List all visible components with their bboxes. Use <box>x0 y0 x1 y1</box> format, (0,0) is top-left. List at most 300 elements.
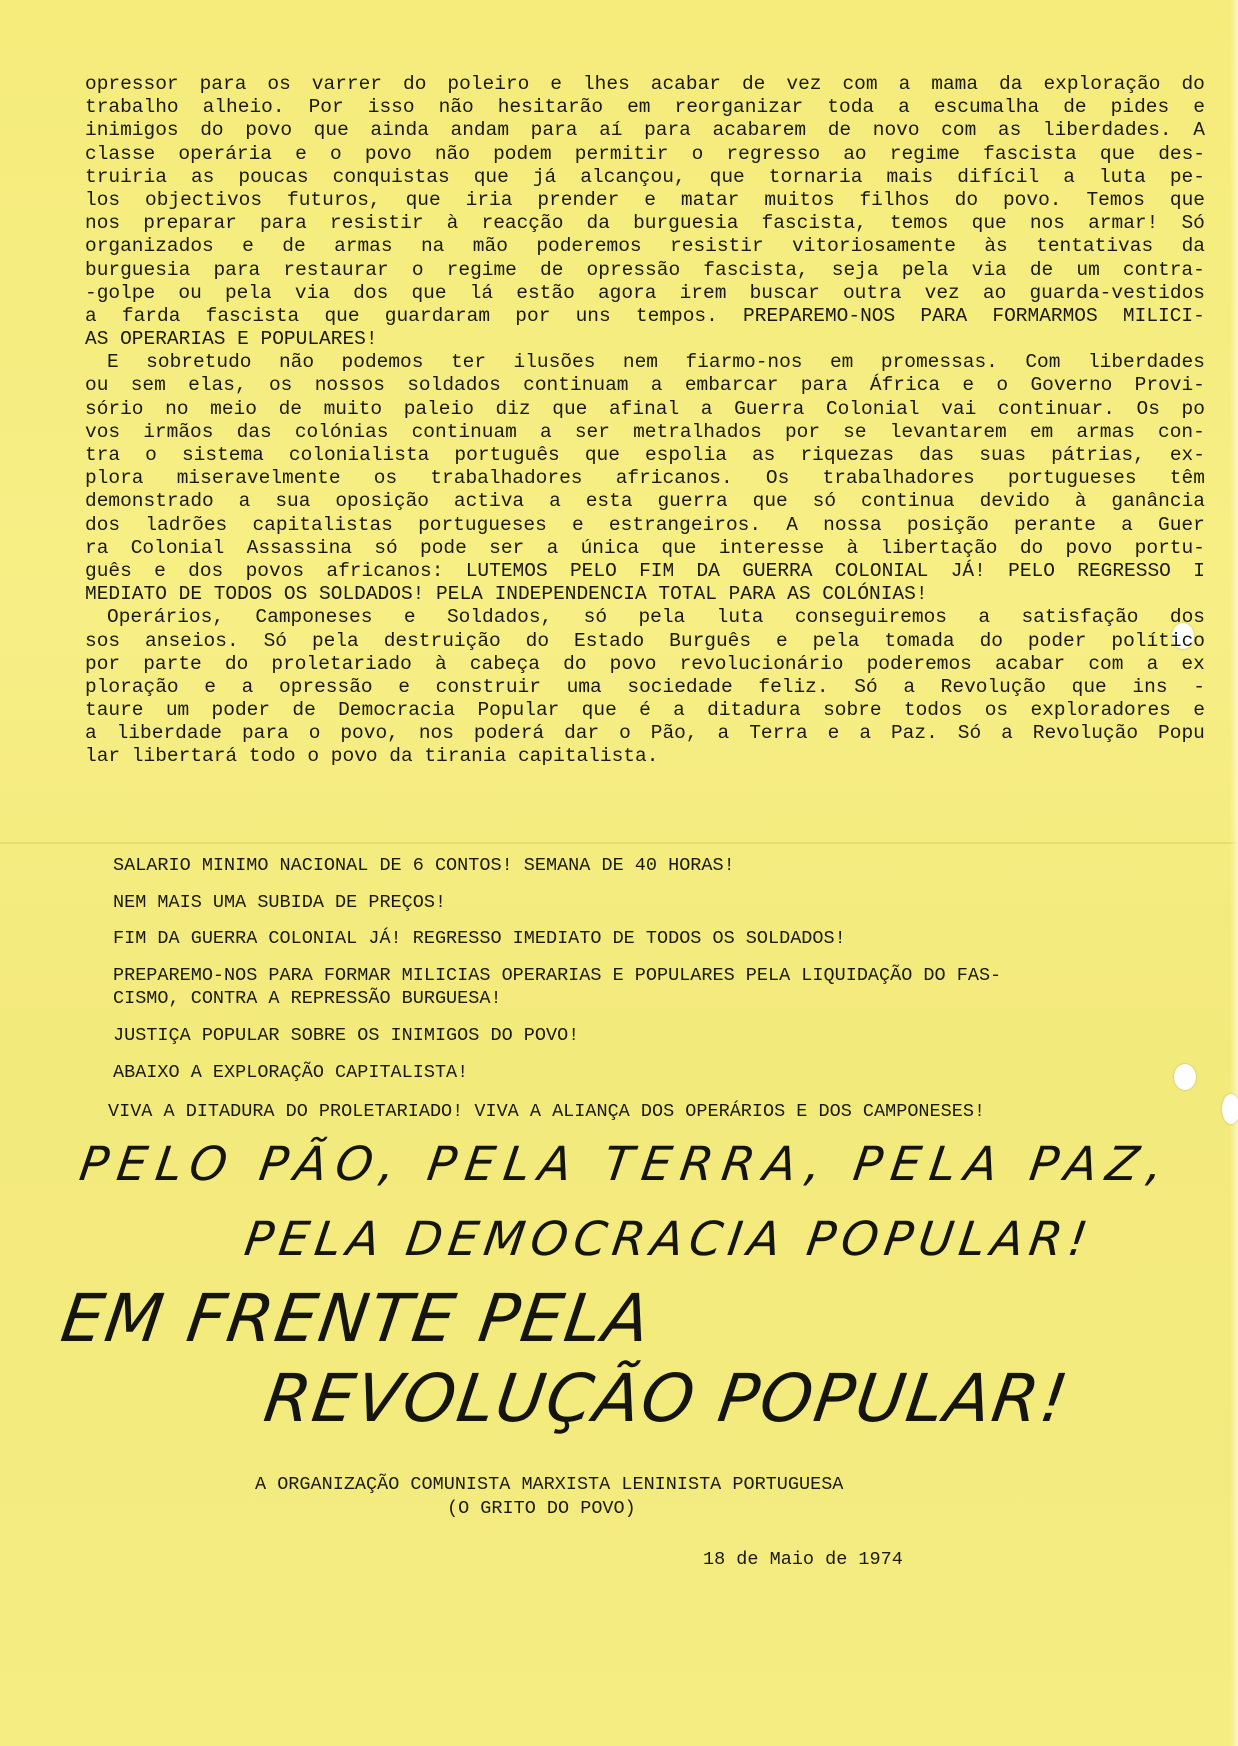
word: sua <box>275 490 311 513</box>
text-line <box>85 699 1205 722</box>
word: para <box>530 119 578 142</box>
word: agora <box>597 281 657 304</box>
word: reacção <box>481 212 564 235</box>
text-line <box>85 143 1205 166</box>
paper-edge <box>1230 0 1238 1746</box>
word: COLONIAL <box>834 559 929 582</box>
word: o <box>330 142 342 165</box>
word: a <box>241 675 254 698</box>
word: portu- <box>1134 536 1205 559</box>
word: já <box>532 165 557 188</box>
word: africanos: <box>326 559 444 582</box>
word: demonstrado <box>85 490 214 513</box>
word: Democracia <box>338 699 456 722</box>
slogan: ABAIXO A EXPLORAÇÃO CAPITALISTA! <box>113 1062 469 1083</box>
word: guardaram <box>384 304 491 327</box>
word: vez <box>786 73 822 95</box>
text-line <box>85 259 1205 282</box>
word: pela <box>224 281 272 304</box>
word: da <box>586 212 610 235</box>
word: des- <box>1158 142 1205 165</box>
word: continuam <box>523 374 629 397</box>
word: feliz. <box>758 675 829 698</box>
word: Guer <box>1158 513 1205 536</box>
word: que <box>473 165 509 188</box>
word: Os <box>765 467 790 490</box>
word: parte <box>143 652 202 675</box>
word: fiarmo-nos <box>685 351 803 374</box>
word: acabar <box>650 73 721 95</box>
text-line <box>85 676 1205 699</box>
word: opressão <box>586 258 681 281</box>
word: que <box>405 188 441 211</box>
word: da <box>999 73 1023 95</box>
word: que <box>324 304 360 327</box>
word: não <box>438 96 474 119</box>
word: Colonial <box>825 397 920 420</box>
text-line <box>85 96 1205 119</box>
word: resistir <box>670 235 764 258</box>
text-line <box>85 282 1205 305</box>
word: buscar <box>749 281 820 304</box>
word: tempos. <box>635 304 718 327</box>
word: ra <box>85 536 109 559</box>
text-line <box>85 189 1205 212</box>
word: elas, <box>188 374 247 397</box>
word: Terra <box>749 722 808 745</box>
text-line <box>85 119 1205 142</box>
word: continuar. <box>997 397 1115 420</box>
word: Pão, <box>650 722 698 745</box>
word: ou <box>178 281 202 304</box>
word: à <box>446 212 459 235</box>
word: do <box>525 629 550 652</box>
word: a <box>540 420 552 443</box>
word: povo <box>245 119 293 142</box>
word: PARA <box>920 304 968 327</box>
text-line <box>85 537 1205 560</box>
word: do <box>954 188 979 211</box>
word: a <box>898 96 910 119</box>
word: para <box>241 722 289 745</box>
word: um <box>165 699 190 722</box>
text-line <box>85 212 1205 235</box>
word: por <box>784 420 821 443</box>
text-line <box>85 398 1205 421</box>
word: conquistas <box>332 165 450 188</box>
word: temos <box>889 212 949 235</box>
word: oposição <box>335 490 429 513</box>
document-date: 18 de Maio de 1974 <box>703 1549 903 1570</box>
headline-line-3: EM FRENTE PELA <box>56 1280 657 1357</box>
word: opressão <box>279 675 373 698</box>
word: futuros, <box>287 188 381 211</box>
word: povos <box>245 559 305 582</box>
word: varrer <box>311 73 383 95</box>
word: do <box>563 652 587 675</box>
word: que <box>313 119 349 142</box>
word: e <box>398 675 410 698</box>
word: e <box>295 142 307 165</box>
word: o <box>619 722 631 745</box>
headline-line-2: PELA DEMOCRACIA POPULAR! <box>241 1212 1097 1267</box>
word: de <box>278 397 302 420</box>
word: fascista <box>983 142 1077 165</box>
text-line <box>85 630 1205 653</box>
word: em <box>627 96 651 119</box>
word: o <box>145 444 157 466</box>
word: Temos <box>1086 188 1145 211</box>
word: pátrias, <box>1051 444 1145 466</box>
word: estão <box>516 281 575 304</box>
word: REGRESSO <box>1077 559 1171 582</box>
word: ilusões <box>513 351 596 374</box>
word: restaurar <box>283 258 389 281</box>
slogan: FIM DA GUERRA COLONIAL JÁ! REGRESSO IMEDIATO DE TODOS OS SOLDADOS! <box>113 928 846 949</box>
word: Colonial <box>130 536 225 559</box>
word: Burguês <box>669 629 752 652</box>
word: irem <box>679 281 727 304</box>
word: interesse <box>718 536 825 559</box>
word: a <box>903 675 916 698</box>
word: e <box>154 559 166 582</box>
word: GUERRA <box>742 559 813 582</box>
word: fascista <box>205 304 300 327</box>
word: proletariado <box>271 652 412 675</box>
word: I <box>1193 559 1205 582</box>
word: do <box>979 629 1003 652</box>
word: mama <box>931 73 979 95</box>
word: po <box>1181 397 1205 420</box>
word: exploradores <box>1030 699 1171 722</box>
word: pe- <box>1169 165 1205 188</box>
word: regime <box>446 258 517 281</box>
word: exploração <box>1043 73 1161 95</box>
text-line <box>85 490 1205 513</box>
word: armas <box>334 235 393 258</box>
word: embarcar <box>684 374 779 397</box>
word: que <box>971 212 1007 235</box>
word: a <box>1121 513 1133 536</box>
word: nos <box>85 212 121 235</box>
word: poder <box>1027 629 1087 652</box>
word: povo <box>1065 536 1113 559</box>
word: os <box>267 73 291 95</box>
word: inimigos <box>85 119 179 142</box>
word: operária <box>178 142 272 165</box>
word: dos <box>85 513 121 536</box>
word: ser <box>489 536 525 559</box>
word: com <box>842 73 878 95</box>
text-line <box>85 722 1205 745</box>
word: - <box>1193 675 1205 698</box>
word: cabeça <box>469 652 541 675</box>
word: povo. <box>1002 188 1062 211</box>
word: povo, <box>340 722 399 745</box>
word: escumalha <box>933 96 1040 119</box>
word: mão <box>472 235 508 258</box>
slogan: SALARIO MINIMO NACIONAL DE 6 CONTOS! SEMANA DE 40 HORAS! <box>113 855 735 876</box>
word: Com <box>1025 351 1061 374</box>
word: pides <box>1110 96 1170 119</box>
body-paragraphs <box>85 73 1205 769</box>
word: armar! <box>1088 212 1159 235</box>
word: Os <box>1136 397 1160 420</box>
word: Por <box>308 96 344 119</box>
word: a <box>1001 722 1013 745</box>
word: colonialista <box>288 444 430 466</box>
word: vez <box>924 281 960 304</box>
word: continua <box>861 490 955 513</box>
punch-hole <box>1222 1094 1238 1124</box>
slogan: PREPAREMO-NOS PARA FORMAR MILICIAS OPERARIAS E POPULARES PELA LIQUIDAÇÃO DO FAS- <box>113 965 1002 986</box>
word: para <box>259 212 307 235</box>
word: os <box>984 699 1009 722</box>
word: Popular <box>477 699 560 722</box>
word: em <box>1029 420 1054 443</box>
slogan: JUSTIÇA POPULAR SOBRE OS INIMIGOS DO POVO! <box>113 1025 580 1046</box>
word: aí <box>599 119 623 142</box>
word: trabalho <box>85 96 179 119</box>
word: ladrões <box>145 513 228 536</box>
word: podemos <box>341 351 424 374</box>
word: anseios. <box>145 629 239 652</box>
word: via <box>971 258 1007 281</box>
text-line <box>85 305 1205 328</box>
word: dos <box>353 281 389 304</box>
word: de <box>1029 258 1054 281</box>
word: que <box>1169 188 1205 211</box>
word: JÁ! <box>950 559 986 582</box>
text-line <box>85 444 1205 467</box>
word: se <box>843 420 867 443</box>
word: portugueses <box>1007 467 1137 490</box>
word: trabalhadores <box>822 467 975 490</box>
word: filhos <box>859 188 930 211</box>
word: vai <box>941 397 977 420</box>
word: muitos <box>764 188 835 211</box>
word: iria <box>465 188 513 211</box>
word: nos <box>1029 212 1065 235</box>
word: nossos <box>314 374 385 397</box>
word: sociedade <box>627 675 733 698</box>
word: diz <box>495 397 531 420</box>
word: podem <box>493 142 552 165</box>
word: fascista, <box>703 258 809 281</box>
word: e <box>1193 96 1205 119</box>
word: de <box>292 699 316 722</box>
word: guarda-vestidos <box>1029 281 1205 304</box>
word: contra- <box>1122 258 1205 281</box>
word: poder <box>211 699 271 722</box>
word: para <box>644 119 691 142</box>
word: nem <box>622 351 659 374</box>
word: com <box>941 119 977 142</box>
word: poucas <box>238 165 309 188</box>
word: farda <box>121 304 181 327</box>
word: do <box>224 652 249 675</box>
word: sos <box>85 629 121 652</box>
word: organizados <box>85 235 214 258</box>
word: Camponeses <box>255 606 373 629</box>
word: vos <box>85 420 121 443</box>
text-line <box>85 653 1205 676</box>
word: Popu <box>1158 722 1205 745</box>
text-line <box>85 73 1205 96</box>
word: nos <box>418 722 454 745</box>
word: PELO <box>569 559 617 582</box>
word: reorganizar <box>674 96 804 119</box>
word: que <box>411 281 447 304</box>
word: fascista, <box>761 212 867 235</box>
word: só <box>812 490 837 513</box>
word: dos <box>188 559 224 582</box>
word: dos <box>1169 606 1205 629</box>
word: ou <box>85 374 109 397</box>
word: a <box>238 490 251 513</box>
word: esta <box>585 490 633 513</box>
word: destruição <box>383 629 501 652</box>
word: via <box>294 281 331 304</box>
word: PELO <box>1008 559 1055 582</box>
word: que <box>709 165 745 188</box>
word: a <box>717 722 730 745</box>
word: acabar <box>995 652 1066 675</box>
word: guês <box>85 559 132 582</box>
word: que <box>584 444 620 466</box>
word: preparar <box>143 212 237 235</box>
word: Estado <box>574 629 645 652</box>
word: alheio. <box>202 96 285 119</box>
word: uma <box>566 675 602 698</box>
word: MILICI- <box>1122 304 1205 327</box>
word: a <box>1146 652 1159 675</box>
word: por <box>85 652 121 675</box>
word: -golpe <box>85 281 156 304</box>
word: acabarem <box>712 119 807 142</box>
word: do <box>403 73 427 95</box>
word: armas <box>1076 420 1135 443</box>
word: de <box>741 73 766 95</box>
word: na <box>420 235 445 258</box>
word: e <box>776 629 788 652</box>
word: a <box>85 304 97 327</box>
word: los <box>85 188 121 211</box>
word: FORMARMOS <box>992 304 1098 327</box>
text-line: MEDIATO DE TODOS OS SOLDADOS! PELA INDEPENDENCIA TOTAL PARA AS COLÓNIAS! <box>85 583 928 606</box>
word: no <box>165 397 189 420</box>
word: que <box>752 490 788 513</box>
signature-organization: A ORGANIZAÇÃO COMUNISTA MARXISTA LENINISTA PORTUGUESA <box>255 1474 844 1495</box>
word: a <box>650 374 663 397</box>
word: político <box>1111 629 1205 652</box>
word: liberdades <box>1087 351 1205 374</box>
word: seja <box>831 258 879 281</box>
word: só <box>374 536 398 559</box>
word: sório <box>85 397 144 420</box>
word: libertação <box>880 536 998 559</box>
word: revolucionário <box>679 652 844 675</box>
word: conseguiremos <box>794 606 947 629</box>
word: por <box>515 304 551 327</box>
word: andam <box>450 119 510 142</box>
word: ainda <box>370 119 429 142</box>
word: um <box>1076 258 1100 281</box>
word: ex <box>1181 652 1205 675</box>
word: só <box>583 606 608 629</box>
word: afinal <box>608 397 680 420</box>
word: Provi- <box>1134 374 1205 397</box>
word: opressor <box>85 73 179 95</box>
word: luta <box>1098 165 1146 188</box>
text-line <box>85 374 1205 397</box>
word: para <box>800 374 848 397</box>
word: Soldados, <box>446 606 553 629</box>
word: África <box>869 374 941 397</box>
word: e <box>204 675 216 698</box>
word: portugueses <box>418 513 547 536</box>
word: Guerra <box>734 397 805 420</box>
word: soldados <box>407 374 501 397</box>
word: o <box>691 142 704 165</box>
word: difícil <box>957 165 1040 188</box>
word: que <box>1099 142 1136 165</box>
word: poderemos <box>536 235 642 258</box>
word: dar <box>564 722 600 745</box>
word: poleiro <box>447 73 530 95</box>
word: ter <box>450 351 487 374</box>
word: A <box>786 513 798 536</box>
word: sobre <box>823 699 882 722</box>
word: taure <box>85 699 144 722</box>
word: única <box>580 536 640 559</box>
word: DA <box>696 559 720 582</box>
word: Governo <box>1030 374 1113 397</box>
word: metralhados <box>633 420 762 443</box>
word: a <box>673 699 685 722</box>
word: colónias <box>294 420 389 443</box>
word: perante <box>1014 513 1096 536</box>
word: objectivos <box>145 188 263 211</box>
word: a <box>978 606 991 629</box>
word: à <box>1074 490 1087 513</box>
word: Só <box>1181 212 1205 235</box>
word: das <box>919 444 955 466</box>
word: matar <box>680 188 740 211</box>
word: liberdade <box>116 722 222 745</box>
paper-fold-crease <box>0 842 1238 844</box>
word: irmãos <box>143 420 214 443</box>
word: FIM <box>639 559 675 582</box>
word: muito <box>323 397 383 420</box>
word: e <box>403 606 416 629</box>
word: mais <box>886 165 934 188</box>
word: guerra <box>657 490 728 513</box>
word: pela <box>311 629 359 652</box>
word: Só <box>263 629 288 652</box>
headline-line-4: REVOLUÇÃO POPULAR! <box>259 1360 1075 1437</box>
word: poderá <box>473 722 545 745</box>
slogan: VIVA A DITADURA DO PROLETARIADO! VIVA A ALIANÇA DOS OPERÁRIOS E DOS CAMPONESES! <box>108 1101 986 1122</box>
text-line: lar libertará todo o povo da tirania capitalista. <box>85 745 659 768</box>
headline-line-1: PELO PÃO, PELA TERRA, PELA PAZ, <box>76 1137 1176 1192</box>
word: ex- <box>1169 444 1205 466</box>
word: em <box>829 351 854 374</box>
word: riquezas <box>800 444 895 466</box>
word: que <box>1071 675 1107 698</box>
word: ditadura <box>707 699 801 722</box>
word: pela <box>638 606 686 629</box>
